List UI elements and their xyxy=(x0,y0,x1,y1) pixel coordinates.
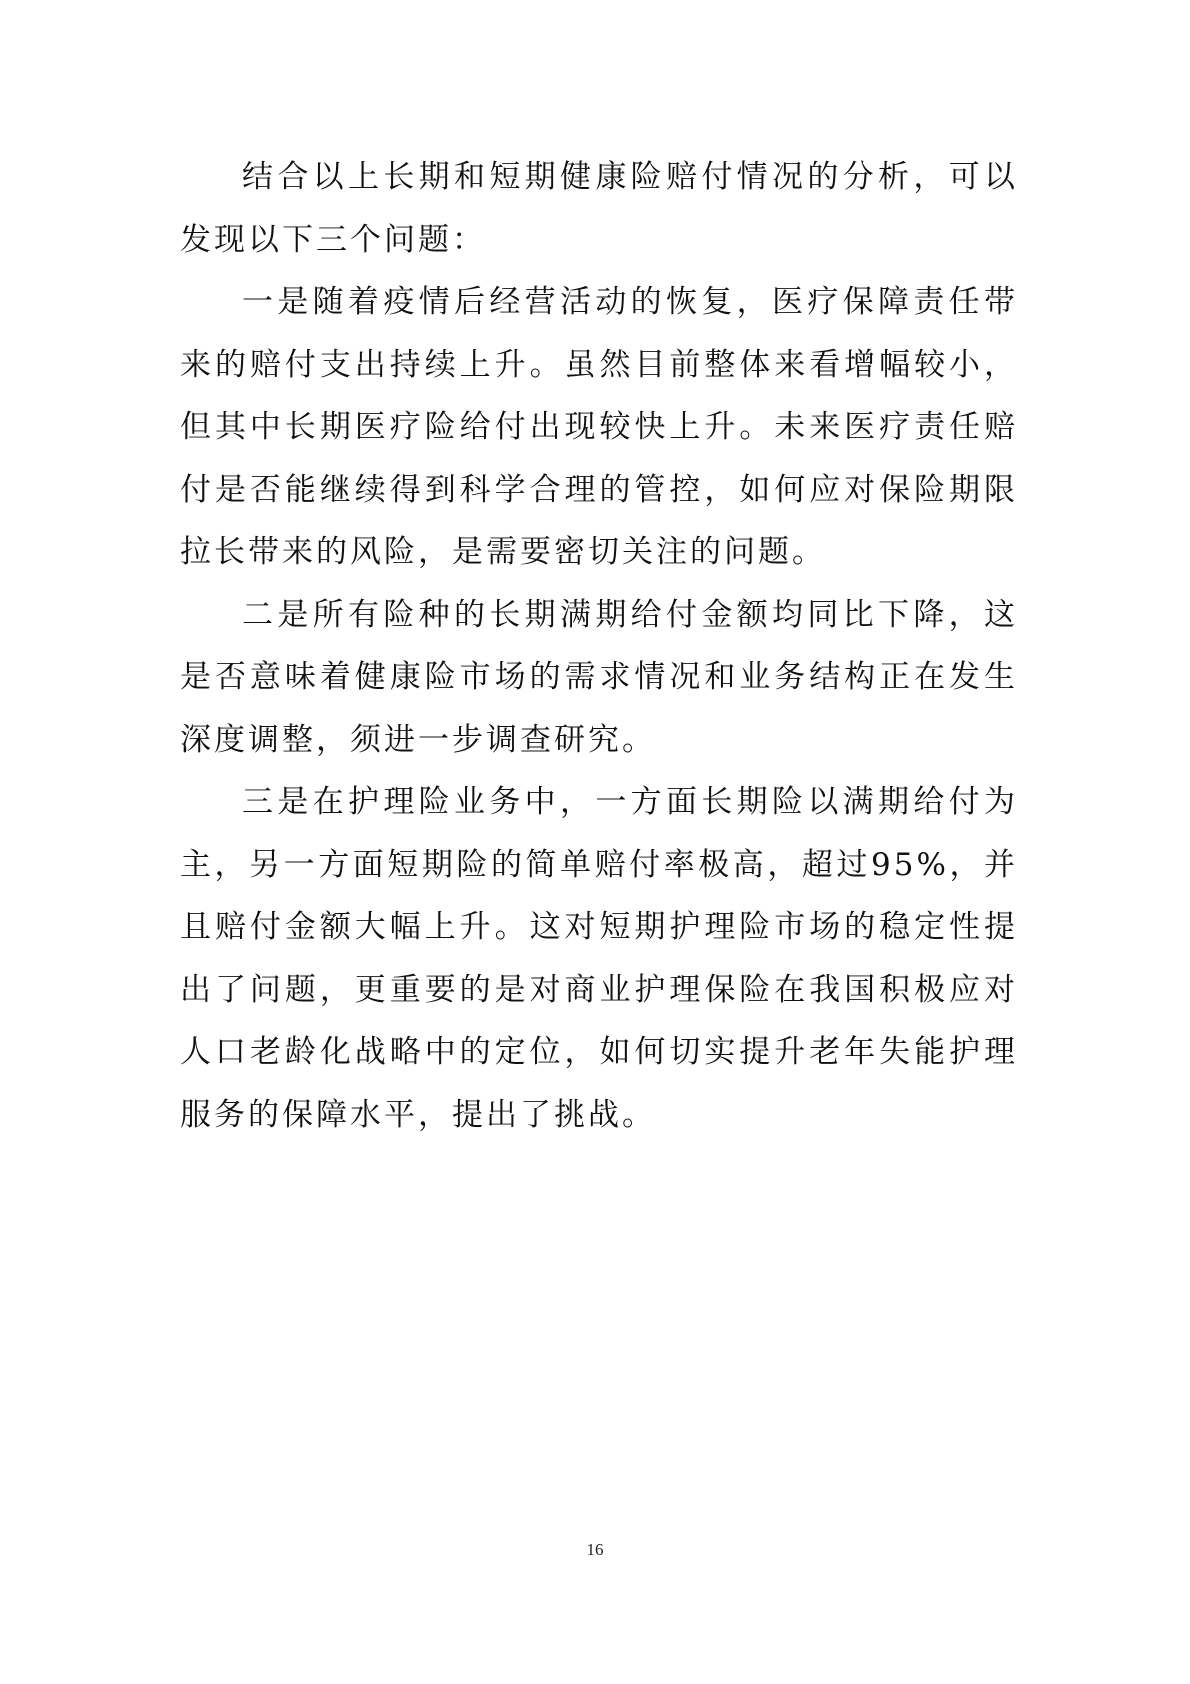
paragraph-issue-two: 二是所有险种的长期满期给付金额均同比下降，这是否意味着健康险市场的需求情况和业务结构正在发生深度调整，须进一步调查研究。 xyxy=(180,596,1018,758)
page-number: 16 xyxy=(586,1540,604,1559)
paragraph-issue-one: 一是随着疫情后经营活动的恢复，医疗保障责任带来的赔付支出持续上升。虽然目前整体来看增幅较小，但其中长期医疗险给付出现较快上升。未来医疗责任赔付是否能继续得到科学合理的管控，如何应对保险期限拉长带来的风险，是需要密切关注的问题。 xyxy=(180,284,1018,570)
paragraph-issue-three: 三是在护理险业务中，一方面长期险以满期给付为主，另一方面短期险的简单赔付率极高，超过95%，并且赔付金额大幅上升。这对短期护理险市场的稳定性提出了问题，更重要的是对商业护理保险在我国积极应对人口老龄化战略中的定位，如何切实提升老年失能护理服务的保障水平，提出了挑战。 xyxy=(180,784,1018,1133)
body-text xyxy=(180,146,1018,1146)
paragraph-intro: 结合以上长期和短期健康险赔付情况的分析，可以发现以下三个问题： xyxy=(180,159,1018,258)
